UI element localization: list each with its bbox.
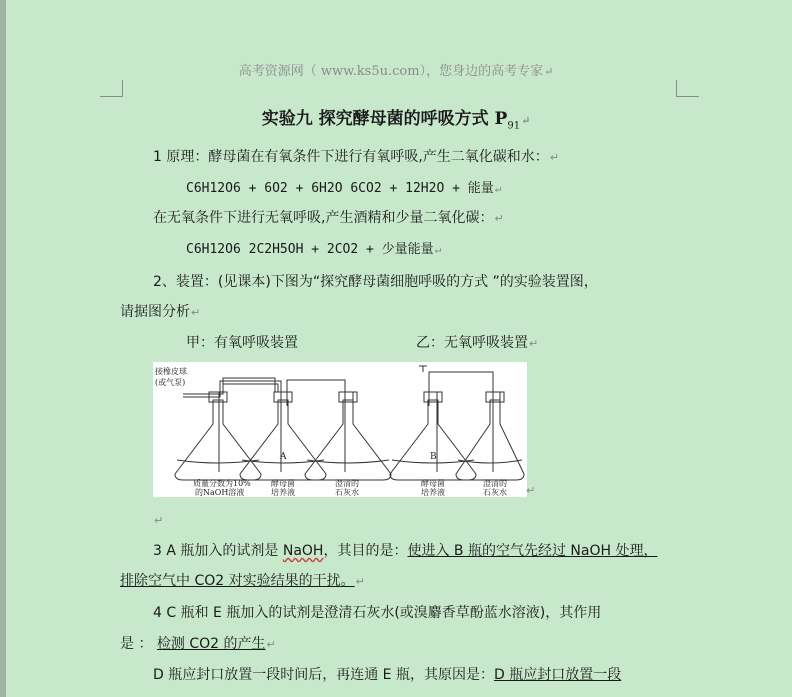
apparatus-intro-line2-text: 请据图分析 [120,304,190,320]
q4-prefix: 是 ： [120,636,157,652]
equation-anaerobic [186,238,441,257]
q3-answer-line2: 排除空气中 CO2 对实验结果的干扰。 [120,573,355,589]
label-aerobic-setup-text: 甲：有氧呼吸装置 [186,335,298,351]
label-anaerobic-setup [416,332,538,352]
equation-aerobic-text: C6H12O6 + 6O2 + 6H2O 6CO2 + 12H2O + 能量 [186,181,494,196]
label-aerobic-setup [186,332,298,352]
title-main: 实验九 探究酵母菌的呼吸方式 P [261,109,508,129]
paragraph-mark-icon: ↵ [494,212,504,225]
q3-answer [407,543,657,559]
anaerobic-intro [153,207,504,227]
header-text: 高考资源网（ www.ks5u.com），您身边的高考专家 [238,64,544,79]
question-4-line2 [120,633,276,653]
anaerobic-intro-text: 在无氧条件下进行无氧呼吸,产生酒精和少量二氧化碳： [153,210,494,226]
q4-answer: 检测 CO2 的产生 [156,636,266,652]
flask-caption: 的NaOH溶液 [195,488,245,497]
apparatus-figure [153,362,527,497]
pump-label-1: 接橡皮球 [155,367,187,376]
flask-caption: 培养液 [271,488,295,497]
flask-caption: 培养液 [421,488,445,497]
pump-label-2: (或气泵) [155,378,186,387]
equation-aerobic [186,177,501,196]
title-page-ref: 91 [507,120,521,132]
question-3 [153,540,657,560]
q3-answer-a: 使进入 B 瓶的空气先经过 [407,543,571,559]
q3-mid: ，其目的是： [323,543,408,559]
question-4 [153,602,601,622]
question-5 [153,664,621,684]
question-3-line2 [120,570,365,590]
q3-reagent: NaOH [282,543,324,559]
flask-caption: 石灰水 [335,488,359,497]
page-header [0,60,792,79]
flask-caption: 石灰水 [483,488,507,497]
flask-caption: 澄清的 [335,479,359,488]
flask-letter-a: A [280,452,287,462]
margin-corner-left [100,80,123,97]
flask-letter-b: B [430,452,437,462]
paragraph-mark-icon: ↵ [355,575,365,588]
apparatus-diagram [153,362,527,497]
paragraph-mark-icon: ↵ [544,65,554,78]
equation-anaerobic-text: C6H12O6 2C2H5OH + 2CO2 + 少量能量 [186,242,434,257]
flask-caption: 酵母菌 [421,479,445,488]
q4-line1: 4 C 瓶和 E 瓶加入的试剂是澄清石灰水(或溴麝香草酚蓝水溶液)，其作用 [153,605,602,621]
q5-answer: D 瓶应封口放置一段 [493,667,622,683]
document-title [0,104,792,131]
apparatus-intro [153,271,598,291]
flask-caption: 酵母菌 [271,479,295,488]
margin-corner-right [676,80,699,97]
paragraph-mark-icon: ↵ [521,114,531,127]
q5-prefix: D 瓶应封口放置一段时间后，再连通 E 瓶，其原因是： [153,667,494,683]
flask-caption: 澄清的 [483,479,507,488]
paragraph-mark-icon: ↵ [494,182,502,195]
paragraph-mark-icon: ↵ [434,243,442,256]
principle-intro [153,146,559,166]
paragraph-mark-icon: ↵ [526,484,536,497]
paragraph-mark-icon: ↵ [549,151,560,164]
principle-intro-text: 1 原理：酵母菌在有氧条件下进行有氧呼吸,产生二氧化碳和水： [153,149,549,165]
q3-answer-b: 处理， [611,543,658,559]
paragraph-mark-icon: ↵ [191,306,201,319]
empty-paragraph [153,512,163,528]
label-anaerobic-setup-text: 乙：无氧呼吸装置 [416,335,528,351]
paragraph-mark-icon: ↵ [529,337,539,350]
figure-paragraph-mark [525,482,535,498]
flask-caption: 质量分数为10% [193,479,251,488]
apparatus-intro-line2 [120,301,200,321]
apparatus-intro-text: 2、装置：(见课本)下图为“探究酵母菌细胞呼吸的方式 ”的实验装置图， [153,274,598,290]
q3-prefix: 3 A 瓶加入的试剂是 [153,543,283,559]
paragraph-mark-icon: ↵ [154,514,164,527]
paragraph-mark-icon: ↵ [266,638,276,651]
q3-answer-reagent: NaOH [570,543,612,559]
